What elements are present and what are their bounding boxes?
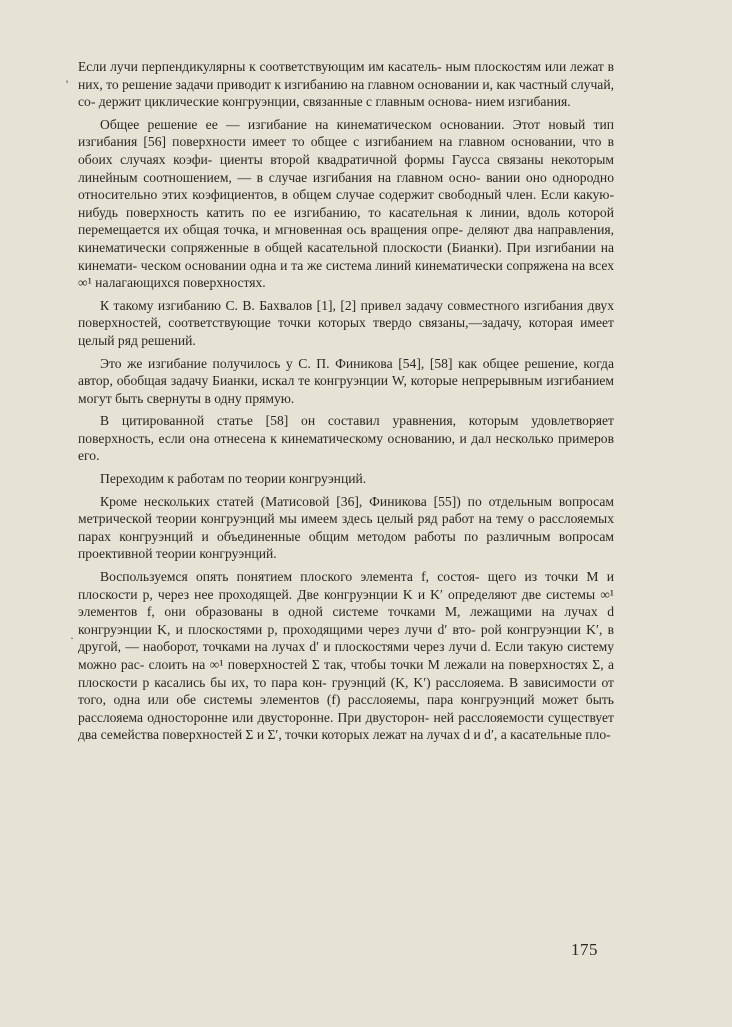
paragraph-2: Общее решение ее — изгибание на кинематическом основании. Этот новый тип изгибания [56] поверхности имеет то общее с изгибанием на главном основании, что в обоих случаях коэфи- циенты второй квадратичной формы Гаусса связаны некоторым линейным соотношением, — в случае изгибания на главном осно- вании оно однородно относительно этих коэфициентов, в общем случае содержит свободный член. Если какую-нибудь поверхность катить по ее изгибанию, то касательная к линии, вдоль которой перемещается их общая точка, и мгновенная ось вращения опре- деляют два направления, кинематически сопряженные в общей касательной плоскости (Бианки). При изгибании на кинемати- ческом основании одна и та же система линий кинематически сопряжена на всех ∞¹ налагающихся поверхностях. bbox=[78, 116, 614, 291]
paragraph-7: Кроме нескольких статей (Матисовой [36], Финикова [55]) по отдельным вопросам метрической теории конгруэнций мы имеем здесь целый ряд работ на тему о расслояемых парах конгруэнций и объединенные общим методом работы по различным вопросам проективной теории конгруэнций. bbox=[78, 493, 614, 562]
page-number: 175 bbox=[571, 940, 598, 959]
paragraph-8: Воспользуемся опять понятием плоского элемента f, состоя- щего из точки M и плоскости p, через нее проходящей. Две конгруэнции K и K′ определяют две системы ∞¹ элементов f, они образованы в одной системе точками M, лежащими на лучах d конгруэнции K, и плоскостями p, проходящими через лучи d′ вто- рой конгруэнции K′, в другой, — наоборот, точками на лучах d′ и плоскостями через лучи d. Если такую систему можно рас- слоить на ∞¹ поверхностей Σ так, чтобы точки M лежали на поверхностях Σ, а плоскости p касались бы их, то пара кон- груэнций (K, K′) расслояема. В зависимости от того, одна или обе системы элементов (f) расслояемы, пара конгруэнций может быть расслояема односторонне или двусторонне. При двусторон- ней расслояемости существует два семейства поверхностей Σ и Σ′, точки которых лежат на лучах d и d′, а касательные пло- bbox=[78, 569, 614, 743]
paragraph-5: В цитированной статье [58] он составил уравнения, которым удовлетворяет поверхность, если она отнесена к кинематическому основанию, и дал несколько примеров его. bbox=[78, 413, 614, 464]
paragraph-6: Переходим к работам по теории конгруэнций. bbox=[100, 471, 367, 487]
paragraph-1: Если лучи перпендикулярны к соответствующим им касатель- ным плоскостям или лежат в них, то решение задачи приводит к изгибанию на главном основании и, как частный случай, со- держит циклические конгруэнции, связанные с главным основа- нием изгибания. bbox=[78, 59, 614, 110]
paragraph-4: Это же изгибание получилось у С. П. Финикова [54], [58] как общее решение, когда автор, обобщая задачу Бианки, искал те конгруэнции W, которые непрерывным изгибанием могут быть свернуты в одну прямую. bbox=[78, 355, 614, 406]
margin-mark: · bbox=[70, 631, 74, 645]
margin-mark: ' bbox=[66, 77, 69, 91]
paragraph-3: К такому изгибанию С. В. Бахвалов [1], [2] привел задачу совместного изгибания двух поверхностей, соответствующие точки которых твердо связаны,—задачу, которая имеет целый ряд решений. bbox=[78, 297, 614, 348]
